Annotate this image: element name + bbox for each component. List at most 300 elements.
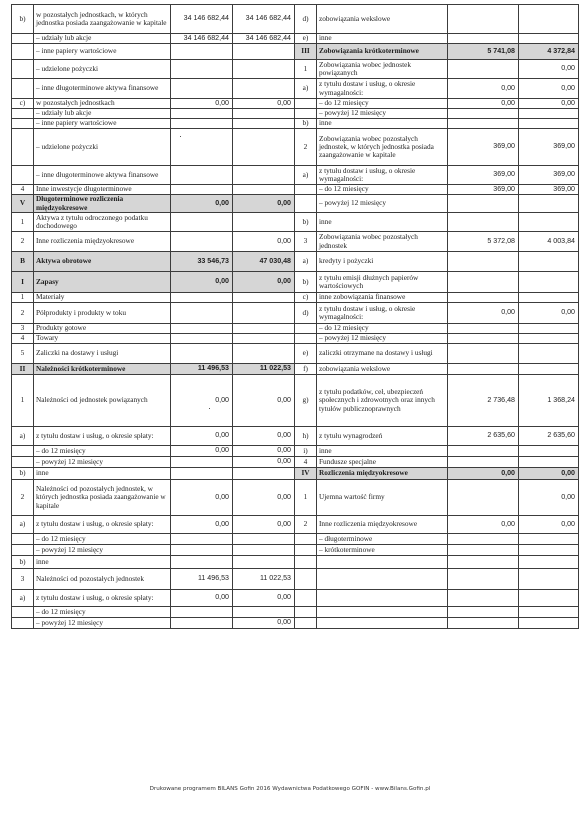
row-right-index: a) [295, 252, 317, 272]
row-left-index: 4 [12, 185, 34, 195]
row-left-index [12, 109, 34, 119]
row-right-label: inne zobowiązania finansowe [317, 293, 448, 303]
row-right-value-previous: 0,00 [519, 99, 579, 109]
row-right-label: z tytułu emisji dłużnych papierów wartościowych [317, 272, 448, 293]
row-right-value-current [448, 293, 519, 303]
row-left-value-current: 0,00 [171, 480, 233, 516]
table-row [12, 213, 579, 232]
row-right-value-previous: 0,00 [519, 468, 579, 480]
row-right-label [317, 607, 448, 618]
row-left-index: 2 [12, 303, 34, 324]
row-left-label: Materiały [34, 293, 171, 303]
row-left-value-previous: 0,00 [233, 590, 295, 607]
row-left-index [12, 119, 34, 129]
row-left-value-current [171, 545, 233, 556]
row-left-value-previous [233, 109, 295, 119]
row-right-value-current: 369,00 [448, 166, 519, 185]
table-row [12, 364, 579, 375]
row-right-value-previous [519, 556, 579, 569]
row-left-value-current [171, 303, 233, 324]
row-left-index [12, 166, 34, 185]
row-left-value-previous [233, 334, 295, 344]
row-left-index: a) [12, 590, 34, 607]
table-row [12, 324, 579, 334]
row-right-label: – powyżej 12 miesięcy [317, 195, 448, 213]
row-right-value-previous: 0,00 [519, 516, 579, 534]
row-left-index: a) [12, 516, 34, 534]
row-left-label: Aktywa z tytułu odroczonego podatku dochodowego [34, 213, 171, 232]
row-right-label: – powyżej 12 miesięcy [317, 109, 448, 119]
table-row [12, 79, 579, 99]
row-left-value-previous: 0,00 [233, 99, 295, 109]
row-right-value-current [448, 195, 519, 213]
row-right-value-current: 369,00 [448, 185, 519, 195]
row-left-index [12, 618, 34, 629]
table-row [12, 457, 579, 468]
row-right-value-previous [519, 252, 579, 272]
row-left-value-previous: 0,00 [233, 272, 295, 293]
row-right-value-current [448, 60, 519, 79]
row-right-value-current [448, 272, 519, 293]
row-right-index: III [295, 44, 317, 60]
row-right-value-previous [519, 5, 579, 34]
table-row [12, 556, 579, 569]
row-right-index: b) [295, 119, 317, 129]
row-right-index: e) [295, 34, 317, 44]
row-left-label: Półprodukty i produkty w toku [34, 303, 171, 324]
row-left-value-current [171, 457, 233, 468]
row-left-label: Inne rozliczenia międzyokresowe [34, 232, 171, 252]
row-left-index: 4 [12, 334, 34, 344]
row-left-label: – do 12 miesięcy [34, 534, 171, 545]
row-left-value-current: 11 496,53 [171, 364, 233, 375]
row-right-value-current [448, 446, 519, 457]
table-row [12, 618, 579, 629]
table-row [12, 232, 579, 252]
row-right-index: e) [295, 344, 317, 364]
row-right-index: g) [295, 375, 317, 427]
row-right-index [295, 556, 317, 569]
table-row [12, 480, 579, 516]
balance-sheet-table [11, 4, 579, 629]
row-right-value-current [448, 364, 519, 375]
row-right-value-current: 0,00 [448, 303, 519, 324]
row-right-value-previous [519, 272, 579, 293]
row-left-value-previous [233, 303, 295, 324]
row-left-value-previous: 34 146 682,44 [233, 5, 295, 34]
table-row [12, 109, 579, 119]
row-left-value-previous: 0,00 [233, 195, 295, 213]
row-left-label: Inne inwestycje długoterminowe [34, 185, 171, 195]
row-left-value-previous: 0,00 [233, 232, 295, 252]
row-right-value-current [448, 569, 519, 590]
row-left-value-previous: 47 030,48 [233, 252, 295, 272]
table-row [12, 446, 579, 457]
row-left-label: – udzielone pożyczki [34, 129, 171, 166]
row-right-value-previous [519, 457, 579, 468]
row-left-value-current: 0,00 [171, 272, 233, 293]
row-left-index [12, 545, 34, 556]
row-right-label: z tytułu podatków, ceł, ubezpieczeń społecznych i zdrowotnych oraz innych tytułów publicznoprawnych [317, 375, 448, 427]
row-right-value-previous [519, 618, 579, 629]
row-left-label: Należności od pozostałych jednostek, w których jednostka posiada zaangażowanie w kapitale [34, 480, 171, 516]
row-left-index [12, 34, 34, 44]
row-right-value-current [448, 480, 519, 516]
row-right-label: – do 12 miesięcy [317, 99, 448, 109]
row-left-label: Produkty gotowe [34, 324, 171, 334]
row-left-label: Należności od pozostałych jednostek [34, 569, 171, 590]
row-left-value-current [171, 79, 233, 99]
row-left-value-current: 0,00 [171, 446, 233, 457]
row-right-value-previous: 369,00 [519, 129, 579, 166]
row-left-value-current [171, 344, 233, 364]
row-left-value-previous [233, 213, 295, 232]
row-left-label: Aktywa obrotowe [34, 252, 171, 272]
row-left-value-previous [233, 344, 295, 364]
row-left-value-current: 0,00 [171, 195, 233, 213]
row-right-value-current: 2 736,48 [448, 375, 519, 427]
row-left-label: – do 12 miesięcy [34, 446, 171, 457]
row-right-value-current [448, 607, 519, 618]
row-left-index: a) [12, 427, 34, 446]
table-row [12, 272, 579, 293]
row-left-index: V [12, 195, 34, 213]
row-right-value-previous: 4 003,84 [519, 232, 579, 252]
row-right-value-current [448, 109, 519, 119]
row-left-value-current [171, 468, 233, 480]
row-left-value-current [171, 618, 233, 629]
row-left-index [12, 534, 34, 545]
row-right-value-previous [519, 590, 579, 607]
row-left-label: w pozostałych jednostkach, w których jednostka posiada zaangażowanie w kapitale [34, 5, 171, 34]
row-left-value-current [171, 60, 233, 79]
row-right-label: zobowiązania wekslowe [317, 5, 448, 34]
scan-speck [180, 136, 181, 137]
row-right-value-previous [519, 109, 579, 119]
row-left-value-current [171, 213, 233, 232]
row-left-value-current [171, 185, 233, 195]
row-right-value-current: 0,00 [448, 468, 519, 480]
row-left-label: Towary [34, 334, 171, 344]
row-left-value-current: 0,00 [171, 590, 233, 607]
row-right-label [317, 618, 448, 629]
row-left-value-current [171, 556, 233, 569]
row-left-value-previous [233, 534, 295, 545]
row-left-value-previous: 34 146 682,44 [233, 34, 295, 44]
row-left-value-previous [233, 293, 295, 303]
row-left-index: 3 [12, 324, 34, 334]
row-left-value-previous [233, 166, 295, 185]
row-left-value-previous [233, 129, 295, 166]
row-left-label: – udziały lub akcje [34, 109, 171, 119]
row-right-value-previous [519, 364, 579, 375]
row-right-value-previous: 0,00 [519, 303, 579, 324]
row-left-value-current: 11 496,53 [171, 569, 233, 590]
row-left-index [12, 457, 34, 468]
row-left-label: – udziały lub akcje [34, 34, 171, 44]
row-left-value-previous [233, 556, 295, 569]
row-left-index [12, 446, 34, 457]
row-right-value-current [448, 618, 519, 629]
row-right-index: f) [295, 364, 317, 375]
row-left-index: 5 [12, 344, 34, 364]
row-left-index: 1 [12, 293, 34, 303]
row-left-label: inne [34, 468, 171, 480]
row-right-value-previous: 2 635,60 [519, 427, 579, 446]
row-right-value-previous [519, 119, 579, 129]
row-left-index [12, 129, 34, 166]
row-left-index: b) [12, 468, 34, 480]
table-row [12, 252, 579, 272]
row-right-value-current: 0,00 [448, 99, 519, 109]
row-left-label: Należności od jednostek powiązanych [34, 375, 171, 427]
row-left-value-previous: 0,00 [233, 516, 295, 534]
table-row [12, 185, 579, 195]
row-left-value-previous [233, 607, 295, 618]
row-left-index [12, 607, 34, 618]
row-right-label: z tytułu dostaw i usług, o okresie wymagalności: [317, 79, 448, 99]
row-left-value-previous: 0,00 [233, 427, 295, 446]
table-row [12, 607, 579, 618]
row-left-value-previous: 0,00 [233, 480, 295, 516]
row-right-label: inne [317, 119, 448, 129]
row-right-label: kredyty i pożyczki [317, 252, 448, 272]
table-row [12, 129, 579, 166]
row-right-value-previous: 369,00 [519, 166, 579, 185]
row-right-label: Zobowiązania krótkoterminowe [317, 44, 448, 60]
row-right-value-current [448, 252, 519, 272]
row-left-value-previous: 11 022,53 [233, 569, 295, 590]
row-right-index [295, 195, 317, 213]
row-right-index [295, 99, 317, 109]
row-left-label: w pozostałych jednostkach [34, 99, 171, 109]
row-right-value-previous [519, 213, 579, 232]
row-right-value-previous [519, 446, 579, 457]
row-left-label: – powyżej 12 miesięcy [34, 545, 171, 556]
row-left-value-current: 0,00 [171, 427, 233, 446]
row-left-label: – inne papiery wartościowe [34, 44, 171, 60]
row-right-value-current [448, 534, 519, 545]
row-left-label: z tytułu dostaw i usług, o okresie spłaty: [34, 590, 171, 607]
row-right-value-current [448, 34, 519, 44]
row-left-label: Zapasy [34, 272, 171, 293]
row-right-index: b) [295, 272, 317, 293]
row-right-value-previous: 0,00 [519, 60, 579, 79]
row-left-value-current: 0,00 [171, 516, 233, 534]
row-right-label: inne [317, 446, 448, 457]
row-right-index: a) [295, 166, 317, 185]
row-right-value-current: 0,00 [448, 79, 519, 99]
table-row [12, 344, 579, 364]
table-row [12, 569, 579, 590]
row-right-label: – długoterminowe [317, 534, 448, 545]
row-left-label: z tytułu dostaw i usług, o okresie spłaty: [34, 516, 171, 534]
row-left-index: 1 [12, 375, 34, 427]
row-right-value-previous: 4 372,84 [519, 44, 579, 60]
row-right-value-previous: 0,00 [519, 480, 579, 516]
row-right-index: 1 [295, 60, 317, 79]
row-left-label: – udzielone pożyczki [34, 60, 171, 79]
row-left-index [12, 60, 34, 79]
row-right-label [317, 569, 448, 590]
row-left-value-current [171, 324, 233, 334]
row-left-value-current: 0,00 [171, 375, 233, 427]
row-left-value-previous: 0,00 [233, 375, 295, 427]
row-left-label: z tytułu dostaw i usług, o okresie spłaty: [34, 427, 171, 446]
row-right-index [295, 607, 317, 618]
row-left-label: Zaliczki na dostawy i usługi [34, 344, 171, 364]
row-right-index: 1 [295, 480, 317, 516]
row-right-label: Zobowiązania wobec pozostałych jednostek [317, 232, 448, 252]
row-left-value-current [171, 232, 233, 252]
row-left-value-current [171, 109, 233, 119]
table-row [12, 590, 579, 607]
row-left-label: inne [34, 556, 171, 569]
row-left-label: Należności krótkoterminowe [34, 364, 171, 375]
row-right-value-previous: 369,00 [519, 185, 579, 195]
row-left-value-current [171, 129, 233, 166]
row-right-value-current: 5 372,08 [448, 232, 519, 252]
print-footer: Drukowane programem BILANS Gofin 2016 Wydawnictwa Podatkowego GOFIN - www.Bilans.Gofin.pl [149, 786, 431, 792]
row-right-value-previous [519, 195, 579, 213]
row-right-value-previous [519, 344, 579, 364]
row-left-label: – inne papiery wartościowe [34, 119, 171, 129]
table-row [12, 5, 579, 34]
row-left-value-current: 0,00 [171, 99, 233, 109]
row-right-value-current: 0,00 [448, 516, 519, 534]
table-row [12, 334, 579, 344]
table-row [12, 427, 579, 446]
row-left-value-current [171, 334, 233, 344]
scan-speck [209, 408, 210, 409]
table-row [12, 303, 579, 324]
row-left-value-current [171, 166, 233, 185]
row-left-value-previous [233, 545, 295, 556]
row-right-value-current [448, 119, 519, 129]
row-left-index [12, 44, 34, 60]
table-row [12, 34, 579, 44]
row-right-label: – do 12 miesięcy [317, 324, 448, 334]
row-right-label: Rozliczenia międzyokresowe [317, 468, 448, 480]
row-right-index: d) [295, 303, 317, 324]
table-row [12, 516, 579, 534]
row-right-index: 4 [295, 457, 317, 468]
row-left-value-current [171, 44, 233, 60]
row-left-index: 2 [12, 232, 34, 252]
row-left-index: b) [12, 556, 34, 569]
row-right-value-previous [519, 534, 579, 545]
row-right-value-previous [519, 34, 579, 44]
row-right-label: – do 12 miesięcy [317, 185, 448, 195]
row-right-index [295, 185, 317, 195]
row-left-label: – inne długoterminowe aktywa finansowe [34, 166, 171, 185]
table-row [12, 119, 579, 129]
table-row [12, 534, 579, 545]
row-right-label: inne [317, 34, 448, 44]
row-right-value-previous: 1 368,24 [519, 375, 579, 427]
row-right-value-previous [519, 334, 579, 344]
row-right-value-previous [519, 324, 579, 334]
table-row [12, 166, 579, 185]
row-right-value-current [448, 5, 519, 34]
row-left-value-previous: 11 022,53 [233, 364, 295, 375]
row-left-value-previous [233, 119, 295, 129]
row-left-label: – inne długoterminowe aktywa finansowe [34, 79, 171, 99]
row-left-label: – powyżej 12 miesięcy [34, 457, 171, 468]
row-right-index: i) [295, 446, 317, 457]
row-right-label: Zobowiązania wobec jednostek powiązanych [317, 60, 448, 79]
row-right-value-previous: 0,00 [519, 79, 579, 99]
row-right-value-current [448, 344, 519, 364]
row-right-label: z tytułu dostaw i usług, o okresie wymagalności: [317, 303, 448, 324]
row-right-value-previous [519, 607, 579, 618]
row-left-value-previous: 0,00 [233, 457, 295, 468]
row-left-label: – do 12 miesięcy [34, 607, 171, 618]
row-right-index: a) [295, 79, 317, 99]
row-right-index [295, 590, 317, 607]
row-left-value-current: 33 546,73 [171, 252, 233, 272]
row-left-value-current [171, 293, 233, 303]
row-left-value-previous [233, 468, 295, 480]
row-left-value-previous [233, 324, 295, 334]
row-left-index: 3 [12, 569, 34, 590]
row-right-value-current [448, 556, 519, 569]
row-right-index: IV [295, 468, 317, 480]
row-right-index [295, 534, 317, 545]
row-left-index: II [12, 364, 34, 375]
row-right-value-current: 5 741,08 [448, 44, 519, 60]
row-left-value-current: 34 146 682,44 [171, 34, 233, 44]
row-left-value-current: 34 146 682,44 [171, 5, 233, 34]
row-left-index: B [12, 252, 34, 272]
table-row [12, 545, 579, 556]
row-right-value-previous [519, 293, 579, 303]
row-left-label: Długoterminowe rozliczenia międzyokresowe [34, 195, 171, 213]
row-right-value-current [448, 324, 519, 334]
row-right-label: zobowiązania wekslowe [317, 364, 448, 375]
row-left-value-previous [233, 185, 295, 195]
row-right-index [295, 324, 317, 334]
row-right-value-current: 2 635,60 [448, 427, 519, 446]
row-right-index: d) [295, 5, 317, 34]
row-right-index [295, 334, 317, 344]
table-row [12, 195, 579, 213]
row-right-index [295, 109, 317, 119]
row-right-label: Inne rozliczenia międzyokresowe [317, 516, 448, 534]
row-left-index: b) [12, 5, 34, 34]
row-right-label: inne [317, 213, 448, 232]
row-right-label: z tytułu wynagrodzeń [317, 427, 448, 446]
table-row [12, 44, 579, 60]
row-right-label: zaliczki otrzymane na dostawy i usługi [317, 344, 448, 364]
row-left-value-previous: 0,00 [233, 618, 295, 629]
row-left-value-current [171, 534, 233, 545]
row-right-index: 3 [295, 232, 317, 252]
table-row [12, 468, 579, 480]
row-left-label: – powyżej 12 miesięcy [34, 618, 171, 629]
row-right-label: – powyżej 12 miesięcy [317, 334, 448, 344]
row-right-value-current [448, 457, 519, 468]
row-right-label: Ujemna wartość firmy [317, 480, 448, 516]
row-right-value-previous [519, 569, 579, 590]
table-row [12, 60, 579, 79]
row-left-value-previous [233, 44, 295, 60]
row-right-value-previous [519, 545, 579, 556]
table-row [12, 293, 579, 303]
row-right-label: Zobowiązania wobec pozostałych jednostek, w których jednostka posiada zaangażowanie w kapitale [317, 129, 448, 166]
row-right-index: 2 [295, 516, 317, 534]
row-right-index: h) [295, 427, 317, 446]
